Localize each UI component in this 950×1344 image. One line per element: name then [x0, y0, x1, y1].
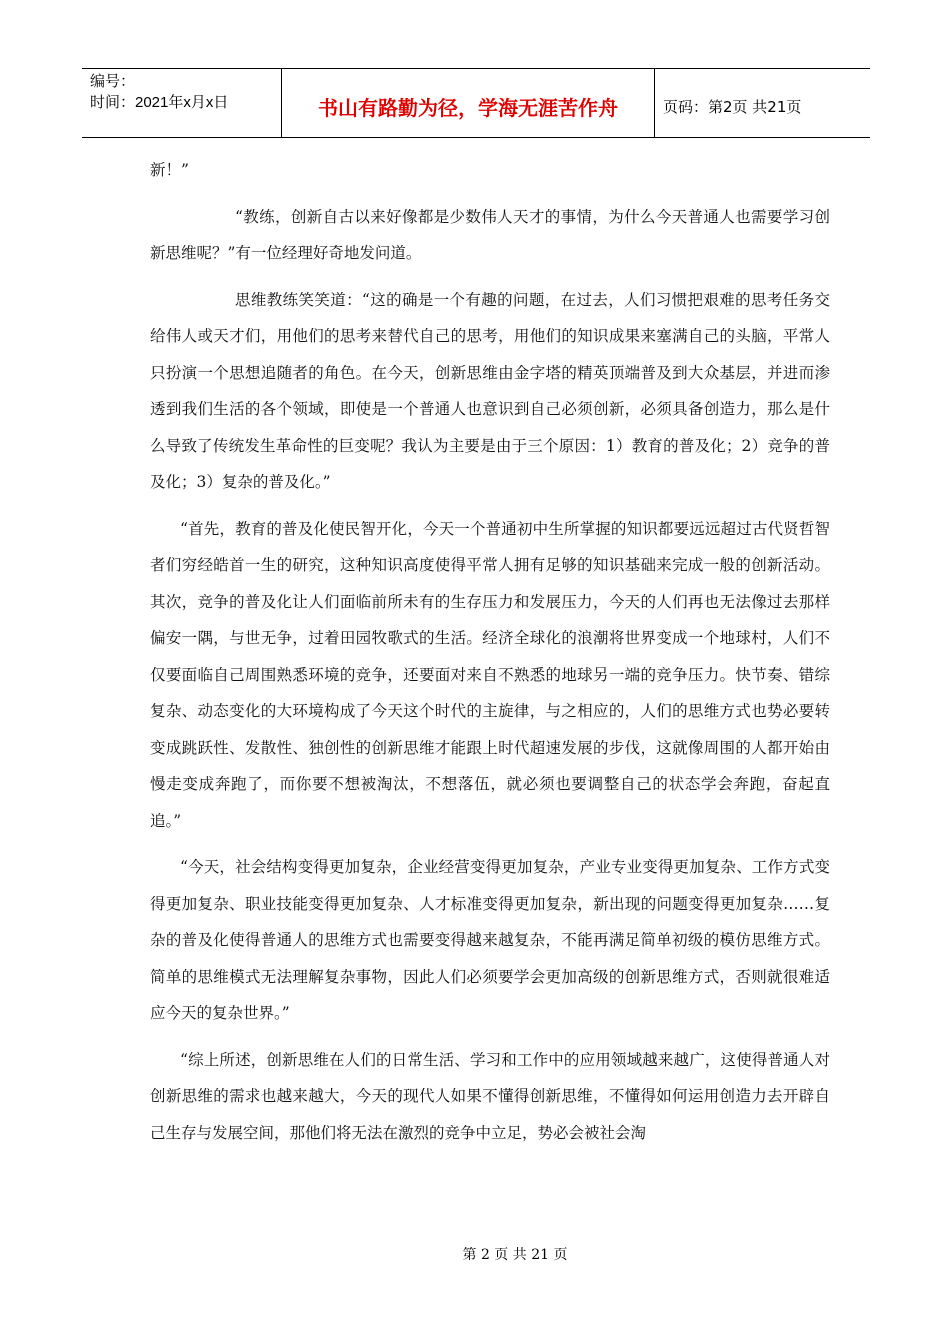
document-body: [150, 152, 830, 1151]
header-motto: 书山有路勤为径，学海无涯苦作舟: [282, 69, 655, 137]
paragraph-4: “首先，教育的普及化使民智开化，今天一个普通初中生所掌握的知识都要远远超过古代贤哲智者们穷经皓首一生的研究，这种知识高度使得平常人拥有足够的知识基础来完成一般的创新活动。其次，竞争的普及化让人们面临前所未有的生存压力和发展压力，今天的人们再也无法像过去那样偏安一隅，与世无争，过着田园牧歌式的生活。经济全球化的浪潮将世界变成一个地球村，人们不仅要面临自己周围熟悉环境的竞争，还要面对来自不熟悉的地球另一端的竞争压力。快节奏、错综复杂、动态变化的大环境构成了今天这个时代的主旋律，与之相应的，人们的思维方式也势必要转变成跳跃性、发散性、独创性的创新思维才能跟上时代超速发展的步伐，这就像周围的人都开始由慢走变成奔跑了，而你要不想被淘汰，不想落伍，就必须也要调整自己的状态学会奔跑，奋起直追。”: [150, 519, 830, 830]
paragraph-2: “教练，创新自古以来好像都是少数伟人天才的事情，为什么今天普通人也需要学习创新思维呢？”有一位经理好奇地发问道。: [150, 207, 830, 262]
paragraph-6: “综上所述，创新思维在人们的日常生活、学习和工作中的应用领域越来越广，这使得普通人对创新思维的需求也越来越大，今天的现代人如果不懂得创新思维，不懂得如何运用创造力去开辟自己生存与发展空间，那他们将无法在激烈的竞争中立足，势必会被社会淘: [150, 1050, 830, 1142]
page-footer: 第 2 页 共 21 页: [462, 1247, 568, 1263]
header-meta: [82, 69, 282, 137]
paragraph-3: 思维教练笑笑道：“这的确是一个有趣的问题，在过去，人们习惯把艰难的思考任务交给伟人或天才们，用他们的思考来替代自己的思考，用他们的知识成果来塞满自己的头脑，平常人只扮演一个思想追随者的角色。在今天，创新思维由金字塔的精英顶端普及到大众基层，并进而渗透到我们生活的各个领域，即使是一个普通人也意识到自己必须创新，必须具备创造力，那么是什么导致了传统发生革命性的巨变呢？我认为主要是由于三个原因：1）教育的普及化；2）竞争的普及化；3）复杂的普及化。”: [150, 290, 830, 491]
paragraph-1: 新！”: [150, 161, 189, 179]
time-label: 时间：2021年x月x日: [90, 94, 229, 111]
page-header: [82, 68, 870, 138]
paragraph-5: “今天，社会结构变得更加复杂，企业经营变得更加复杂，产业专业变得更加复杂、工作方式变得更加复杂、职业技能变得更加复杂、人才标准变得更加复杂，新出现的问题变得更加复杂……复杂的普及化使得普通人的思维方式也需要变得越来越复杂，不能再满足简单初级的模仿思维方式。简单的思维模式无法理解复杂事物，因此人们必须要学会更加高级的创新思维方式，否则就很难适应今天的复杂世界。”: [150, 858, 830, 1022]
header-page-info: 页码：第2页 共21页: [663, 97, 802, 116]
number-label: 编号：: [90, 73, 136, 90]
